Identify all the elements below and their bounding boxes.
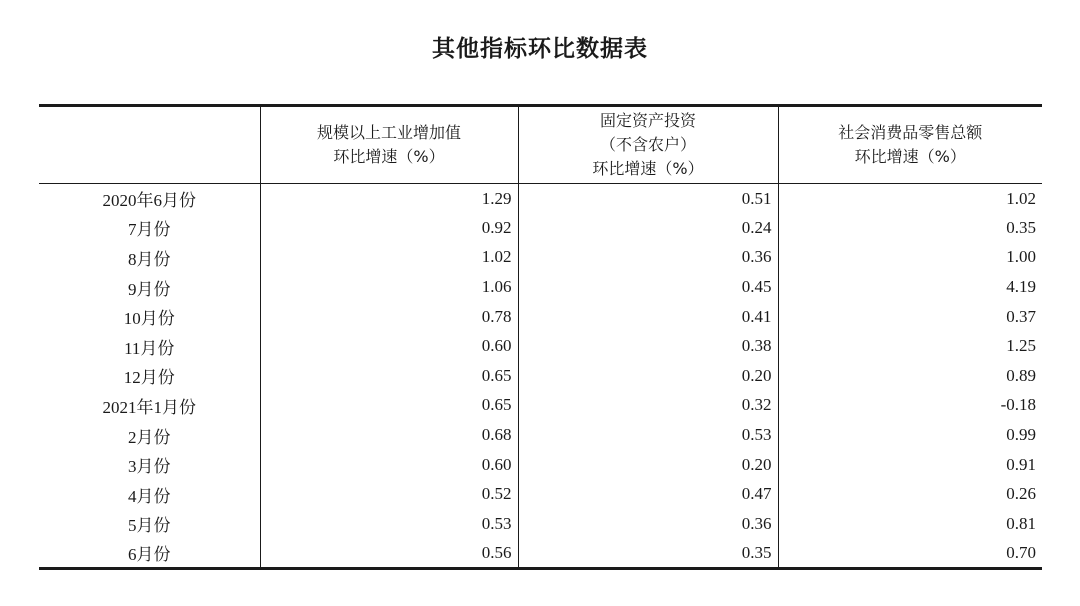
investment-growth-cell: 0.38: [518, 331, 778, 361]
period-cell: 2020年6月份: [102, 191, 196, 211]
investment-growth-cell: 0.24: [518, 213, 778, 243]
retail-growth-cell: -0.18: [778, 391, 1042, 421]
retail-growth-cell: 0.35: [778, 213, 1042, 243]
retail-growth-cell: 4.19: [778, 272, 1042, 302]
table-header: [39, 106, 1042, 184]
investment-growth-cell: 0.20: [518, 361, 778, 391]
investment-growth-cell: 0.32: [518, 391, 778, 421]
period-cell: 2月份: [128, 427, 171, 447]
period-cell: 8月份: [128, 249, 171, 269]
table-row: [39, 539, 1042, 569]
header-fixed-asset-investment: [518, 106, 778, 184]
period-cell: 9月份: [128, 279, 171, 299]
investment-growth-cell: 0.47: [518, 479, 778, 509]
industrial-growth-cell: 0.53: [260, 509, 518, 539]
header-line: 固定资产投资: [599, 111, 696, 130]
header-line: 环比增速（%）: [333, 147, 445, 166]
header-line: （不含农户）: [599, 135, 696, 154]
table-row: [39, 361, 1042, 391]
industrial-growth-cell: 0.60: [260, 450, 518, 480]
table-row: [39, 213, 1042, 243]
retail-growth-cell: 0.81: [778, 509, 1042, 539]
industrial-growth-cell: 0.78: [260, 302, 518, 332]
retail-growth-cell: 1.00: [778, 243, 1042, 273]
period-cell: 2021年1月份: [102, 397, 196, 417]
table-row: [39, 450, 1042, 480]
retail-growth-cell: 0.26: [778, 479, 1042, 509]
industrial-growth-cell: 0.65: [260, 391, 518, 421]
industrial-growth-cell: 0.65: [260, 361, 518, 391]
investment-growth-cell: 0.20: [518, 450, 778, 480]
investment-growth-cell: 0.45: [518, 272, 778, 302]
retail-growth-cell: 0.91: [778, 450, 1042, 480]
table-row: [39, 184, 1042, 214]
industrial-growth-cell: 0.52: [260, 479, 518, 509]
period-cell: 10月份: [123, 309, 175, 329]
table-row: [39, 331, 1042, 361]
retail-growth-cell: 0.37: [778, 302, 1042, 332]
indicator-table: [39, 104, 1042, 570]
period-cell: 3月份: [128, 457, 171, 477]
table-row: [39, 243, 1042, 273]
industrial-growth-cell: 0.68: [260, 420, 518, 450]
table-title: 其他指标环比数据表: [432, 36, 648, 62]
investment-growth-cell: 0.51: [518, 184, 778, 214]
period-cell: 4月份: [128, 486, 171, 506]
header-line: 社会消费品零售总额: [838, 123, 983, 142]
investment-growth-cell: 0.53: [518, 420, 778, 450]
industrial-growth-cell: 1.06: [260, 272, 518, 302]
retail-growth-cell: 0.89: [778, 361, 1042, 391]
table-body: [39, 184, 1042, 569]
header-retail-sales: [778, 106, 1042, 184]
header-line: 环比增速（%）: [854, 147, 966, 166]
investment-growth-cell: 0.36: [518, 243, 778, 273]
retail-growth-cell: 1.02: [778, 184, 1042, 214]
investment-growth-cell: 0.41: [518, 302, 778, 332]
retail-growth-cell: 0.99: [778, 420, 1042, 450]
period-cell: 6月份: [39, 539, 260, 569]
table-row: [39, 509, 1042, 539]
period-cell: 12月份: [123, 368, 175, 388]
table-row: [39, 420, 1042, 450]
industrial-growth-cell: 1.29: [260, 184, 518, 214]
table-row: [39, 272, 1042, 302]
table-row: [39, 302, 1042, 332]
table-row: [39, 479, 1042, 509]
industrial-growth-cell: 0.56: [260, 539, 518, 569]
period-cell: 7月份: [128, 220, 171, 240]
investment-growth-cell: 0.36: [518, 509, 778, 539]
period-cell: 11月份: [124, 338, 175, 358]
period-cell: 5月份: [128, 516, 171, 536]
header-line: 环比增速（%）: [592, 159, 704, 178]
header-row: [39, 106, 1042, 184]
header-line: 规模以上工业增加值: [316, 123, 461, 142]
industrial-growth-cell: 0.60: [260, 331, 518, 361]
retail-growth-cell: 1.25: [778, 331, 1042, 361]
table-row: [39, 391, 1042, 421]
investment-growth-cell: 0.35: [518, 539, 778, 569]
industrial-growth-cell: 1.02: [260, 243, 518, 273]
industrial-growth-cell: 0.92: [260, 213, 518, 243]
header-period: [39, 106, 260, 184]
header-industrial-growth: [260, 106, 518, 184]
retail-growth-cell: 0.70: [778, 539, 1042, 569]
